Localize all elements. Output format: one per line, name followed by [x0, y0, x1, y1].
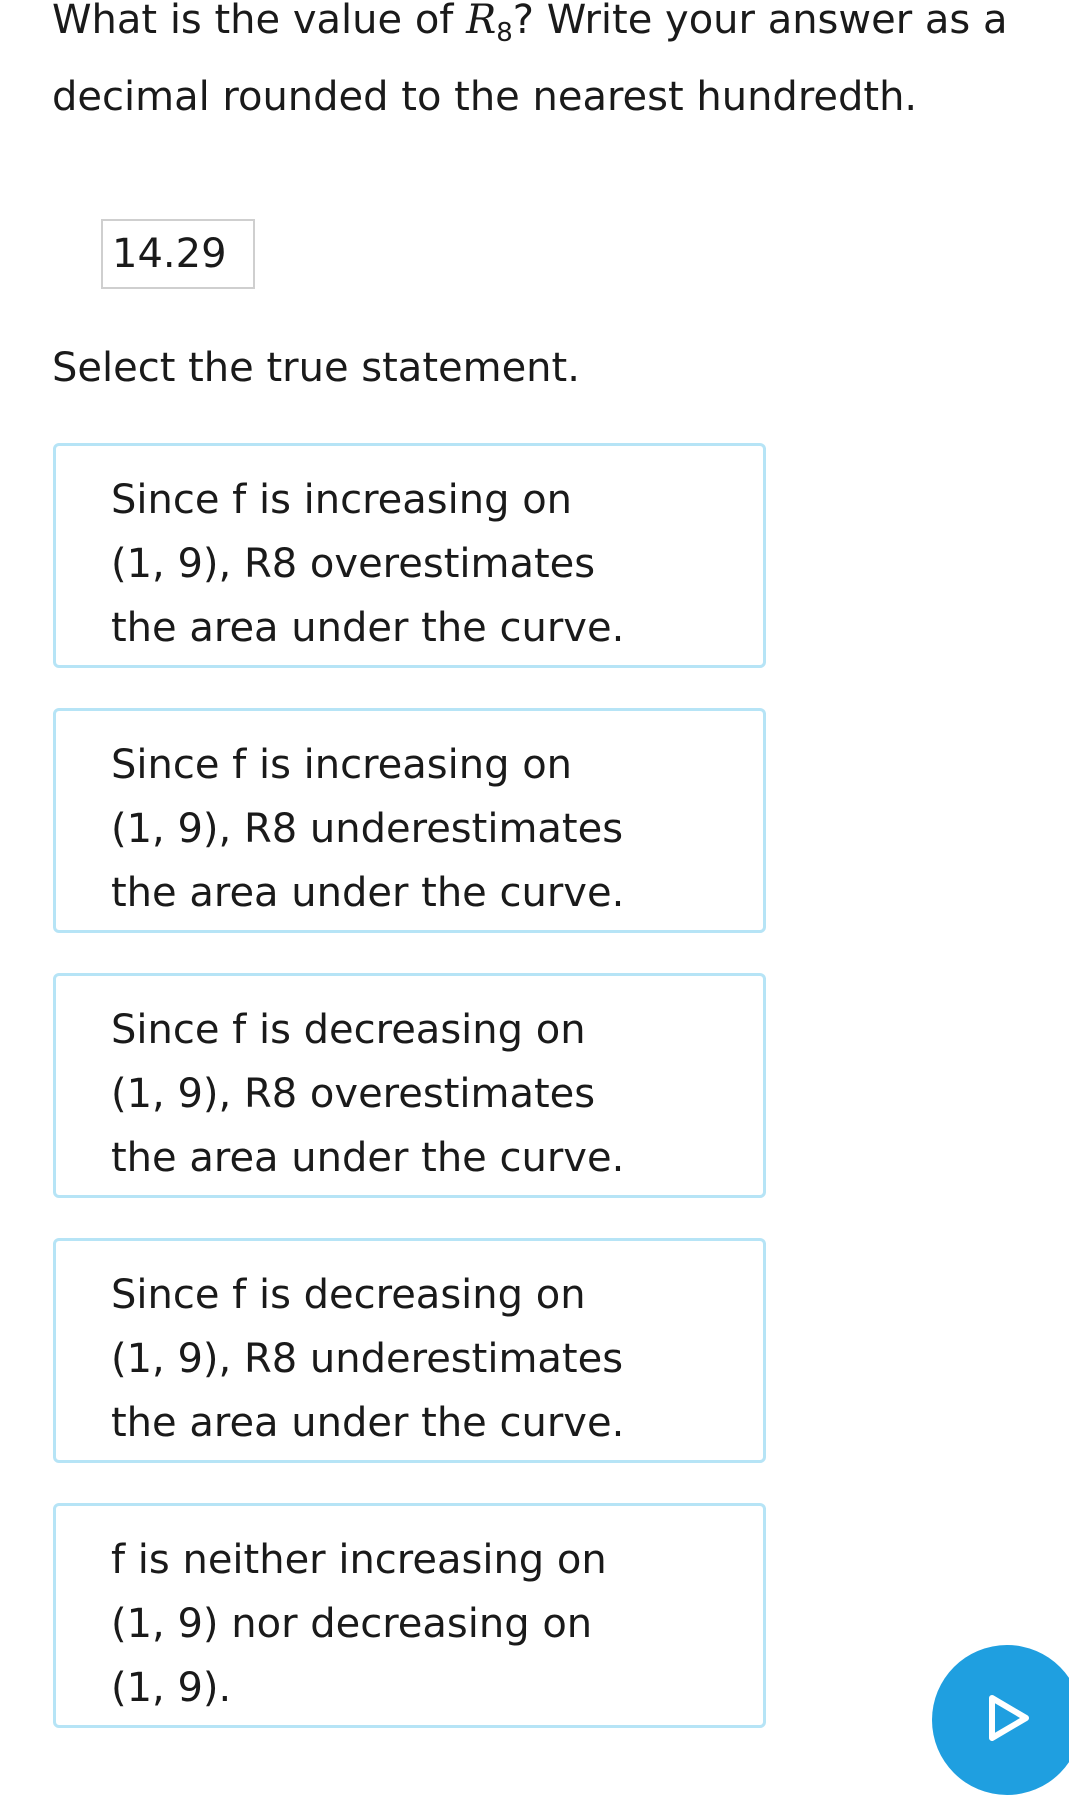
choice-line: f is neither increasing on	[111, 1537, 607, 1583]
choice-option-4[interactable]	[53, 1238, 766, 1463]
select-prompt: Select the true statement.	[52, 345, 580, 391]
choice-line: (1, 9), R8 underestimates	[111, 806, 624, 852]
answer-choices	[53, 443, 766, 1768]
choice-line: (1, 9), R8 overestimates	[111, 541, 596, 587]
play-button[interactable]	[932, 1645, 1069, 1795]
choice-option-3[interactable]	[53, 973, 766, 1198]
choice-line: (1, 9) nor decreasing on	[111, 1601, 593, 1647]
choice-option-1[interactable]	[53, 443, 766, 668]
choice-option-5[interactable]	[53, 1503, 766, 1728]
answer-input[interactable]	[101, 219, 255, 289]
question-variable: R	[466, 0, 497, 43]
choice-line: the area under the curve.	[111, 1400, 625, 1446]
choice-line: (1, 9).	[111, 1665, 232, 1711]
choice-line: Since f is decreasing on	[111, 1007, 586, 1053]
choice-line: (1, 9), R8 underestimates	[111, 1336, 624, 1382]
play-icon	[987, 1693, 1031, 1743]
question-suffix: ? Write your answer as a decimal rounded to the nearest hundredth.	[52, 0, 1008, 120]
question-variable-subscript: 8	[496, 18, 513, 48]
question-text	[52, 0, 1012, 129]
question-prefix: What is the value of	[52, 0, 467, 43]
choice-line: the area under the curve.	[111, 870, 625, 916]
choice-option-2[interactable]	[53, 708, 766, 933]
choice-line: Since f is increasing on	[111, 742, 573, 788]
choice-line: the area under the curve.	[111, 1135, 625, 1181]
choice-line: (1, 9), R8 overestimates	[111, 1071, 596, 1117]
choice-line: Since f is increasing on	[111, 477, 573, 523]
choice-line: the area under the curve.	[111, 605, 625, 651]
answer-value: 14.29	[112, 231, 227, 277]
choice-line: Since f is decreasing on	[111, 1272, 586, 1318]
